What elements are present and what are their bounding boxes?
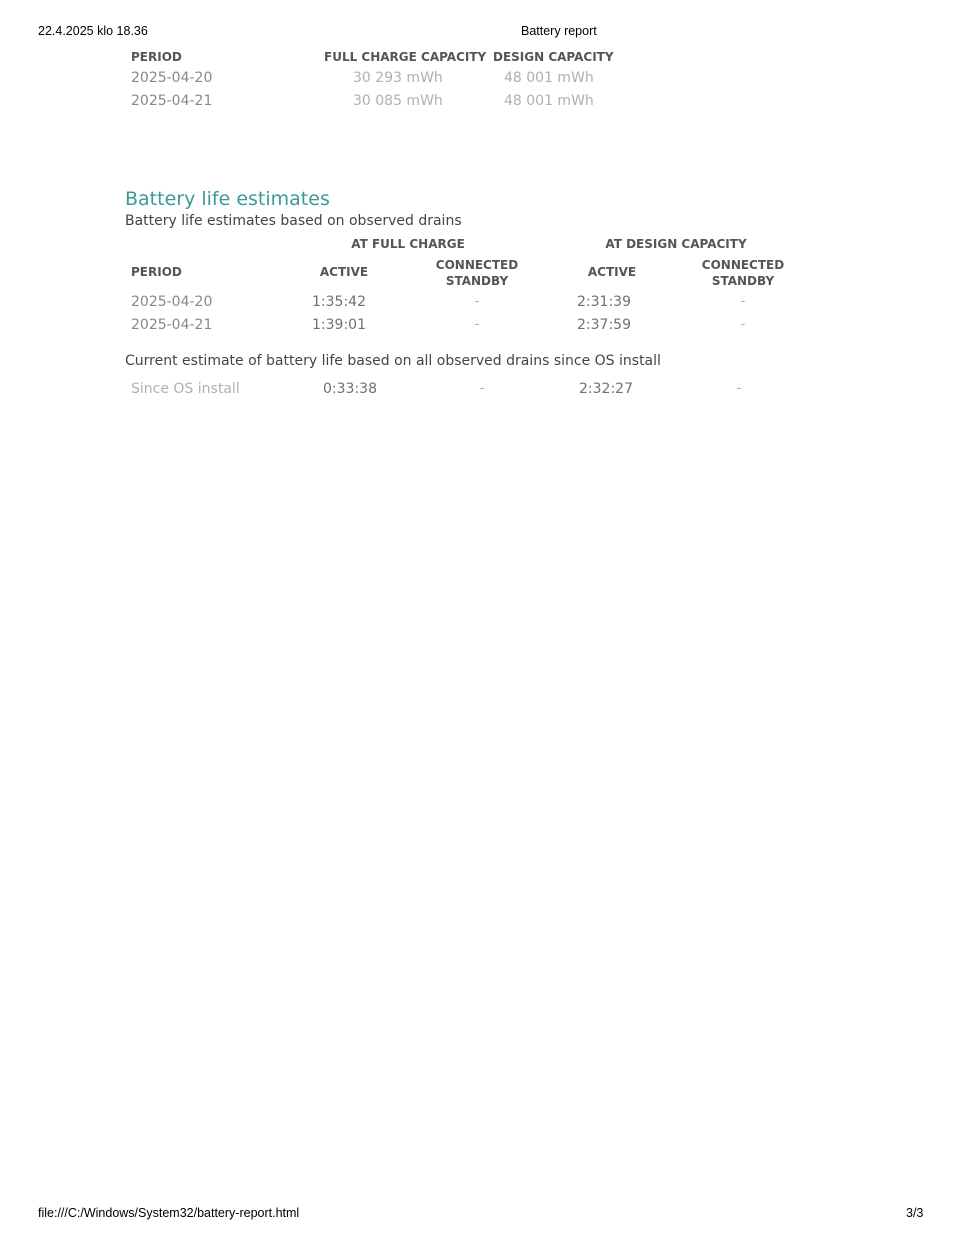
period-cell: 2025-04-21 (131, 317, 213, 333)
design-capacity-cell: 48 001 mWh (504, 70, 594, 86)
full-active-cell: 1:39:01 (312, 317, 366, 333)
design-standby-cell: - (740, 294, 746, 309)
col-header-design-standby: CONNECTED STANDBY (701, 258, 785, 288)
col-header-full-standby: CONNECTED STANDBY (435, 258, 519, 288)
full-standby-cell: - (474, 294, 480, 309)
col-header-period: PERIOD (131, 50, 182, 64)
full-standby-cell: - (474, 317, 480, 332)
col-header-design-active: ACTIVE (587, 265, 637, 279)
design-standby-cell: - (736, 381, 742, 396)
group-header-full-charge: AT FULL CHARGE (351, 237, 465, 251)
period-cell: Since OS install (131, 381, 240, 397)
design-capacity-cell: 48 001 mWh (504, 93, 594, 109)
print-title: Battery report (521, 24, 597, 38)
col-header-period: PERIOD (131, 265, 182, 279)
period-cell: 2025-04-20 (131, 70, 213, 86)
section-title: Battery life estimates (125, 188, 330, 210)
period-cell: 2025-04-20 (131, 294, 213, 310)
col-header-full-charge-capacity: FULL CHARGE CAPACITY (324, 50, 487, 64)
section-subtitle: Battery life estimates based on observed drains (125, 213, 462, 229)
print-url: file:///C:/Windows/System32/battery-report.html (38, 1206, 300, 1220)
design-active-cell: 2:37:59 (577, 317, 631, 333)
col-header-full-active: ACTIVE (319, 265, 369, 279)
full-standby-cell: - (479, 381, 485, 396)
print-datetime: 22.4.2025 klo 18.36 (38, 24, 148, 38)
design-standby-cell: - (740, 317, 746, 332)
full-charge-cell: 30 293 mWh (353, 70, 443, 86)
page-number: 3/3 (906, 1206, 924, 1220)
since-install-description: Current estimate of battery life based on all observed drains since OS install (125, 353, 661, 369)
full-active-cell: 0:33:38 (323, 381, 377, 397)
col-header-design-capacity: DESIGN CAPACITY (493, 50, 614, 64)
design-active-cell: 2:31:39 (577, 294, 631, 310)
period-cell: 2025-04-21 (131, 93, 213, 109)
full-active-cell: 1:35:42 (312, 294, 366, 310)
design-active-cell: 2:32:27 (579, 381, 633, 397)
full-charge-cell: 30 085 mWh (353, 93, 443, 109)
group-header-design-capacity: AT DESIGN CAPACITY (605, 237, 747, 251)
